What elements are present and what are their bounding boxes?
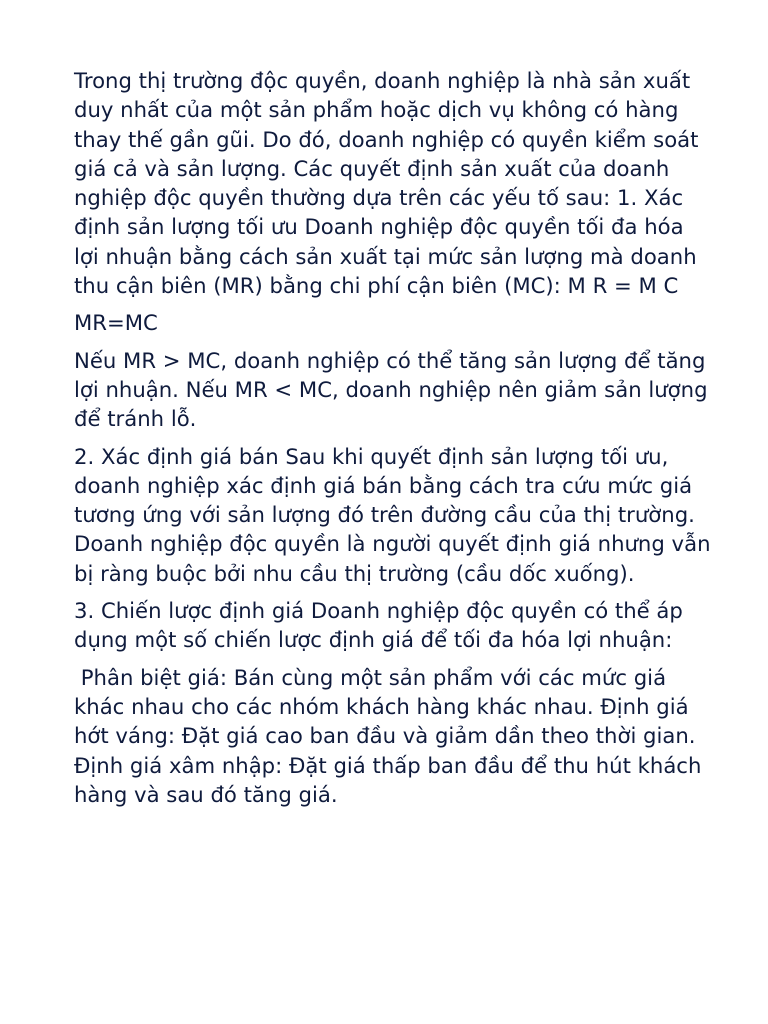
paragraph-mr-mc-rule: Nếu MR > MC, doanh nghiệp có thể tăng sản lượng để tăng lợi nhuận. Nếu MR < MC, doanh nghiệp nên giảm sản lượng để tránh lỗ. (74, 347, 715, 432)
document-page (74, 66, 718, 817)
paragraph-formula: MR=MC (74, 310, 158, 336)
paragraph-strategy-list: Phân biệt giá: Bán cùng một sản phẩm với các mức giá khác nhau cho các nhóm khách hàng khác nhau. Định giá hớt váng: Đặt giá cao ban đầu và giảm dần theo thời gian. Định giá xâm nhập: Đặt giá thấp ban đầu để thu hút khách hàng và sau đó tăng giá. (74, 664, 709, 807)
paragraph-strategy: 3. Chiến lược định giá Doanh nghiệp độc quyền có thể áp dụng một số chiến lược định giá để tối đa hóa lợi nhuận: (74, 598, 690, 653)
paragraph-intro: Trong thị trường độc quyền, doanh nghiệp là nhà sản xuất duy nhất của một sản phẩm hoặc dịch vụ không có hàng thay thế gần gũi. Do đó, doanh nghiệp có quyền kiểm soát giá cả và sản lượng. Các quyết định sản xuất của doanh nghiệp độc quyền thường dựa trên các yếu tố sau: 1. Xác định sản lượng tối ưu Doanh nghiệp độc quyền tối đa hóa lợi nhuận bằng cách sản xuất tại mức sản lượng mà doanh thu cận biên (MR) bằng chi phí cận biên (MC): M R = M C (74, 68, 706, 299)
paragraph-pricing: 2. Xác định giá bán Sau khi quyết định sản lượng tối ưu, doanh nghiệp xác định giá bán bằng cách tra cứu mức giá tương ứng với sản lượng đó trên đường cầu của thị trường. Doanh nghiệp độc quyền là người quyết định giá nhưng vẫn bị ràng buộc bởi nhu cầu thị trường (cầu dốc xuống). (74, 443, 718, 586)
